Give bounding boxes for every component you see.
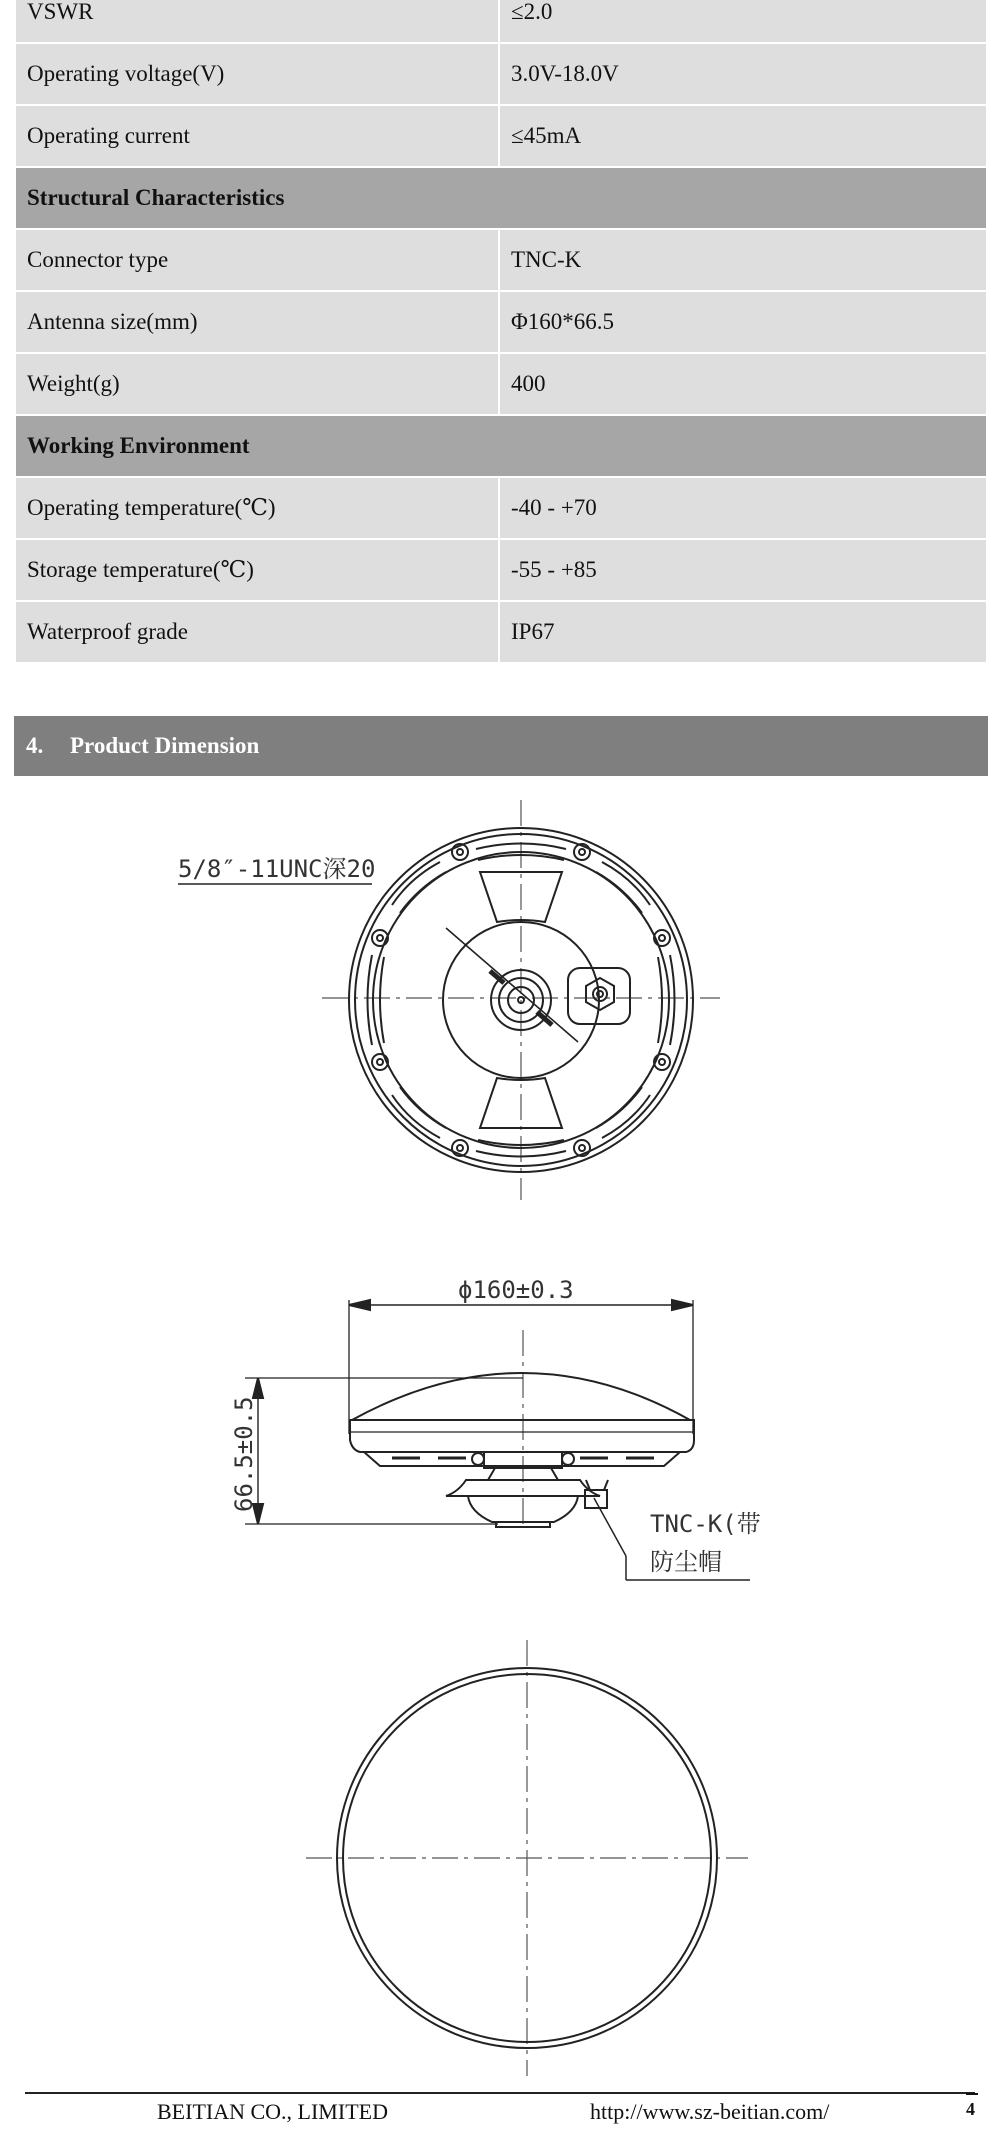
spec-label: Operating current [15,105,499,167]
spec-label: Storage temperature(℃) [15,539,499,601]
spec-label: Weight(g) [15,353,499,415]
spec-value: 3.0V-18.0V [499,43,987,105]
section-title: Product Dimension [70,733,260,758]
spec-label: Operating temperature(℃) [15,477,499,539]
spec-label: Connector type [15,229,499,291]
connector-label-line1: TNC-K(带 [650,1510,761,1538]
footer-divider [25,2092,975,2094]
bottom-view [306,1640,748,2076]
thread-label: 5/8″-11UNC深20 [178,855,376,883]
section-heading: Structural Characteristics [15,167,987,229]
spec-value: ≤45mA [499,105,987,167]
spec-value: Φ160*66.5 [499,291,987,353]
section-number: 4. [26,733,44,758]
diameter-label: ϕ160±0.3 [458,1276,574,1304]
spec-value: 400 [499,353,987,415]
spec-label: Waterproof grade [15,601,499,663]
spec-label: VSWR [15,0,499,43]
spec-label: Operating voltage(V) [15,43,499,105]
spec-value: TNC-K [499,229,987,291]
footer-company: BEITIAN CO., LIMITED [157,2099,388,2124]
height-label: 66.5±0.5 [230,1396,258,1512]
footer-url[interactable]: http://www.sz-beitian.com/ [590,2099,830,2124]
connector-label-line2: 防尘帽 [650,1548,722,1576]
page-number: 4 [966,2099,975,2120]
side-view [245,1300,750,1580]
spec-value: ≤2.0 [499,0,987,43]
spec-value: IP67 [499,601,987,663]
spec-value: -55 - +85 [499,539,987,601]
section-heading: Working Environment [15,415,987,477]
spec-label: Antenna size(mm) [15,291,499,353]
spec-value: -40 - +70 [499,477,987,539]
